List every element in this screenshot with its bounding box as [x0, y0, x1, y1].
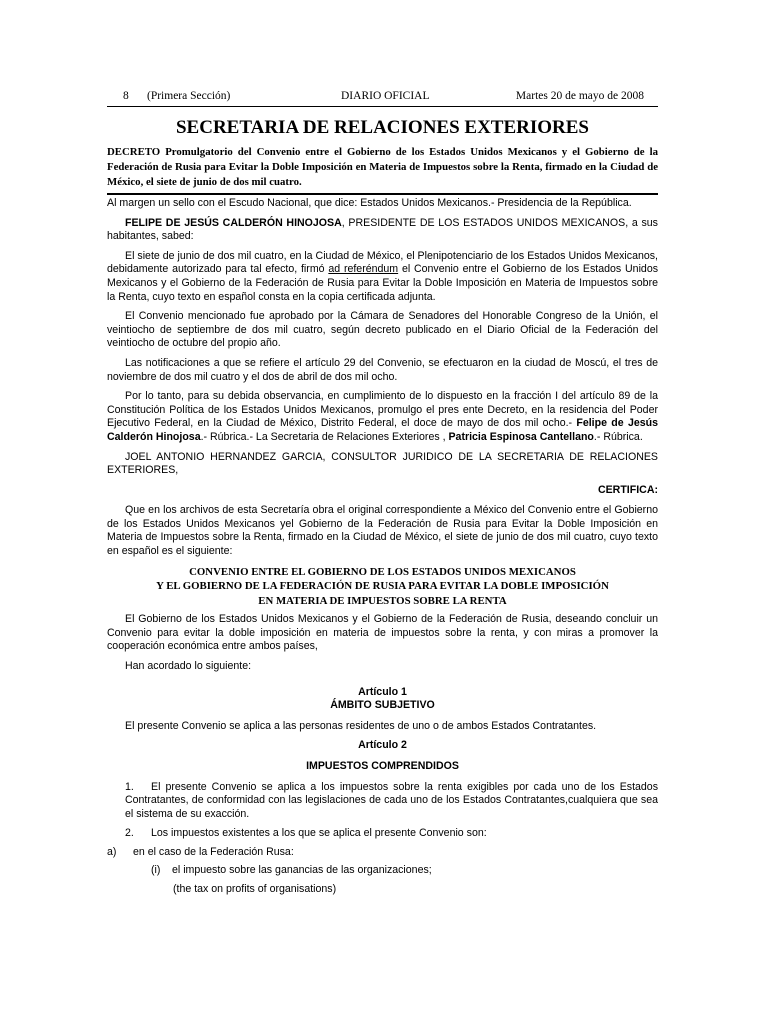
president-paragraph [107, 217, 658, 244]
item-2-number: 2. [125, 827, 134, 840]
article-1-title: ÁMBITO SUBJETIVO [330, 699, 435, 712]
article-2-item-1 [107, 781, 658, 822]
convenio-title [107, 565, 658, 609]
ad-referendum: ad referéndum [328, 263, 399, 276]
por-tanto-mid: .- Rúbrica.- La Secretaria de Relaciones Exteriores , [200, 430, 449, 443]
paragraph-acordado: Han acordado lo siguiente: [125, 659, 252, 672]
article-2-item-i [107, 864, 658, 878]
document-page [107, 88, 658, 902]
por-tanto-text: Por lo tanto, para su debida observancia, en cumplimiento de lo dispuesto en la fracción I del artículo 89 de la Constitución Política de los Estados Unidos Mexicanos, promulgo el pres ente Decreto, en la residencia del Poder Ejecutivo Federal, en la Ciudad de México, Distrito Federal, el doce de mayo de dos mil ocho.- [107, 390, 658, 430]
item-i-label: (i) [151, 864, 161, 877]
paragraph-siete-before: El siete de junio de dos mil cuatro, en la Ciudad de México, el Plenipotenciario de los Estados Unidos Mexicanos, debidamente autorizado para tal efecto, firmó [107, 249, 658, 276]
item-a-text: en el caso de la Federación Rusa: [133, 845, 294, 858]
section-label: (Primera Sección) [147, 90, 231, 102]
item-a-label: a) [107, 845, 117, 858]
page-number: 8 [123, 90, 129, 102]
paragraph-siete-after: el Convenio entre el Gobierno de los Estados Unidos Mexicanos y el Gobierno de la Federación de Rusia para Evitar la Doble Imposición en Materia de Impuestos sobre la Renta, cuyo texto en español consta en la copia certificada adjunta. [107, 263, 659, 303]
page-header [107, 88, 658, 106]
publication-name: DIARIO OFICIAL [341, 90, 430, 102]
paragraph-notificaciones: Las notificaciones a que se refiere el artículo 29 del Convenio, se efectuaron en la ciudad de Moscú, el tres de noviembre de dos mil cuatro y el dos de abril de dos mil ocho. [107, 356, 658, 383]
paragraph-archivos: Que en los archivos de esta Secretaría obra el original correspondiente a México del Convenio entre el Gobierno de los Estados Unidos Mexicanos yel Gobierno de la Federación de Rusia para Evitar la Doble Imposición en Materia de Impuestos sobre la Renta, firmado en la Ciudad de México, el siete de junio de dos mil cuatro, cuyo texto en español es el siguiente: [107, 504, 658, 558]
body-text [107, 197, 658, 897]
president-rest: , PRESIDENTE DE LOS ESTADOS UNIDOS MEXICANOS, a sus habitantes, sabed: [107, 216, 658, 243]
convenio-title-line: CONVENIO ENTRE EL GOBIERNO DE LOS ESTADOS UNIDOS MEXICANOS [189, 565, 576, 578]
item-2-text: Los impuestos existentes a los que se aplica el presente Convenio son: [151, 827, 487, 840]
signer-secretary: Patricia Espinosa Cantellano [448, 430, 594, 443]
consultor-paragraph: JOEL ANTONIO HERNANDEZ GARCIA, CONSULTOR JURIDICO DE LA SECRETARIA DE RELACIONES EXTERIORES, [107, 450, 658, 477]
margin-note: Al margen un sello con el Escudo Nacional, que dice: Estados Unidos Mexicanos.- Presidencia de la República. [107, 197, 632, 209]
paragraph-por-tanto [107, 390, 658, 444]
convenio-title-line: Y EL GOBIERNO DE LA FEDERACIÓN DE RUSIA PARA EVITAR LA DOBLE IMPOSICIÓN [156, 580, 609, 593]
publication-date: Martes 20 de mayo de 2008 [515, 90, 644, 102]
signer-president: Felipe de Jesús Calderón Hinojosa [107, 417, 658, 443]
department-title: SECRETARIA DE RELACIONES EXTERIORES [175, 117, 589, 138]
paragraph-aprobado: El Convenio mencionado fue aprobado por la Cámara de Senadores del Honorable Congreso de la Unión, el veintiocho de septiembre de dos mil cuatro, según decreto publicado en el Diario Oficial de la Federación del veintiocho de octubre del propio año. [107, 310, 658, 350]
por-tanto-end: .- Rúbrica. [593, 430, 643, 443]
paragraph-siete [107, 250, 658, 304]
article-1-label: Artículo 1 [358, 685, 407, 698]
article-2-item-i-translation: (the tax on profits of organisations) [173, 883, 337, 896]
paragraph-gobierno: El Gobierno de los Estados Unidos Mexicanos y el Gobierno de la Federación de Rusia, deseando concluir un Convenio para evitar la doble imposición en materia de impuestos sobre la renta, y con miras a promover la cooperación económica entre ambos países, [107, 613, 658, 653]
article-2-item-a [107, 846, 658, 860]
header-rule [107, 106, 658, 107]
item-i-text: el impuesto sobre las ganancias de las organizaciones; [172, 864, 432, 877]
article-1-text: El presente Convenio se aplica a las personas residentes de uno o de ambos Estados Contratantes. [125, 719, 597, 732]
decreto-rule [107, 193, 658, 195]
article-2-title: IMPUESTOS COMPRENDIDOS [306, 759, 459, 772]
president-name: FELIPE DE JESÚS CALDERÓN HINOJOSA [125, 216, 342, 229]
item-1-number: 1. [125, 780, 134, 793]
convenio-title-line: EN MATERIA DE IMPUESTOS SOBRE LA RENTA [258, 594, 507, 607]
item-1-text: El presente Convenio se aplica a los impuestos sobre la renta exigibles por cada uno de los Estados Contratantes, de conformidad con las legislaciones de cada uno de los Estados Contratantes,cualquiera que sea el sistema de su exacción. [125, 780, 658, 820]
decreto-title: DECRETO Promulgatorio del Convenio entre el Gobierno de los Estados Unidos Mexicanos y el Gobierno de la Federación de Rusia para Evitar la Doble Imposición en Materia de Impuestos sobre la Renta, firmado en la Ciudad de México, el siete de junio de dos mil cuatro. [107, 146, 658, 188]
article-2-item-2 [107, 827, 658, 841]
article-2-label: Artículo 2 [358, 739, 407, 752]
certifica-label: CERTIFICA: [597, 483, 658, 496]
